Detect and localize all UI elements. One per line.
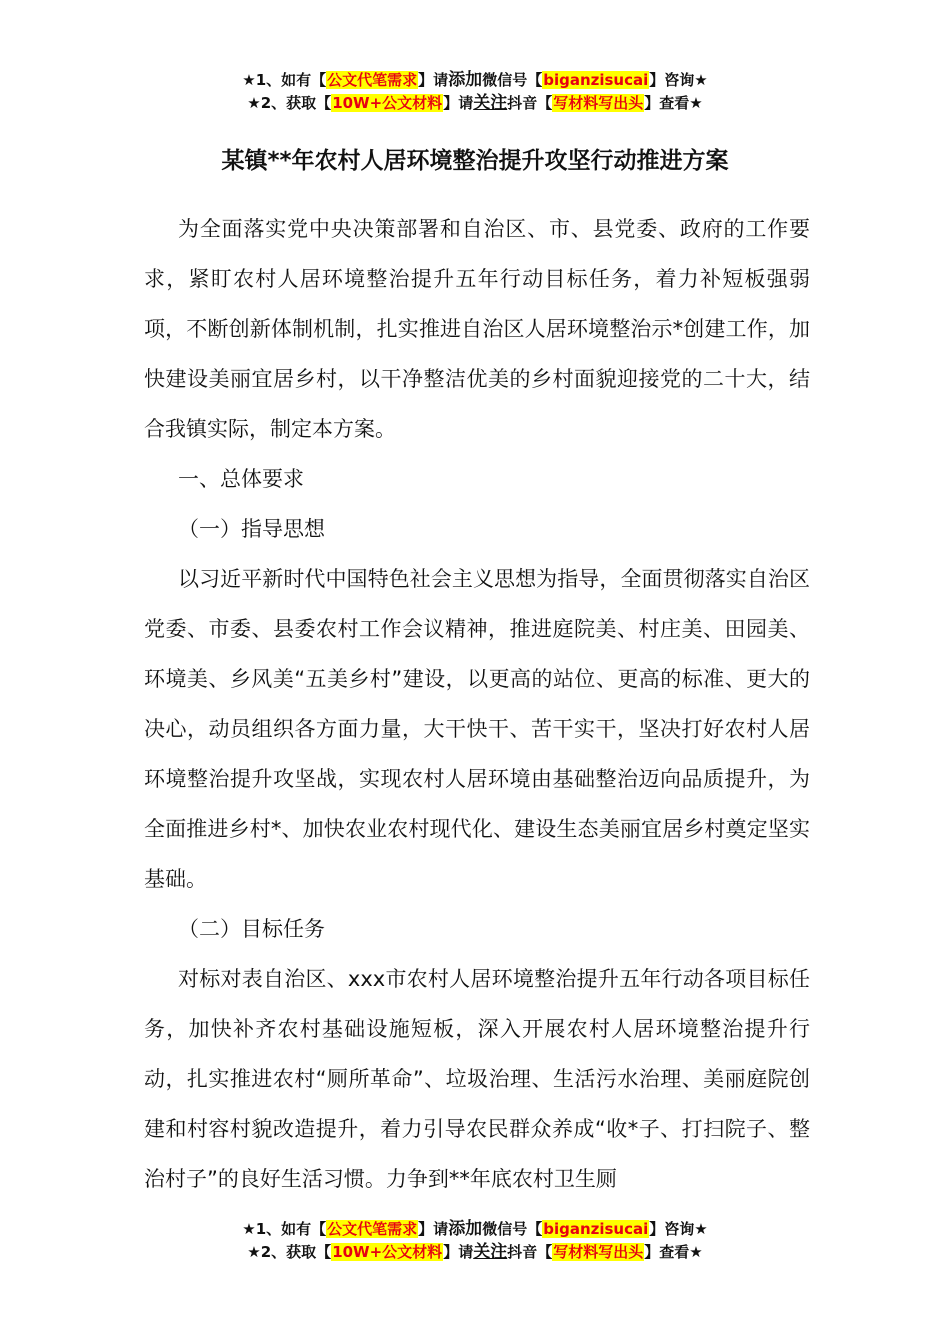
subsection-heading: （二）目标任务: [178, 917, 325, 941]
notice-text: 】请: [418, 71, 449, 89]
wechat-id: biganzisucai: [543, 1220, 649, 1238]
subsection-heading: （一）指导思想: [178, 517, 325, 541]
wechat-id: biganzisucai: [543, 71, 649, 89]
highlight-text: 10W+公文材料: [332, 94, 443, 112]
notice-text: 抖音【: [507, 94, 553, 112]
notice-text: 】咨询★: [649, 71, 708, 89]
highlight-text: 公文代笔需求: [327, 71, 418, 89]
notice-text: 微信号【: [482, 71, 543, 89]
douyin-account: 写材料写出头: [553, 1243, 644, 1261]
notice-line-2: [0, 92, 950, 115]
notice-text: 】请: [443, 94, 474, 112]
section-heading: 一、总体要求: [178, 467, 304, 491]
notice-line-1: [0, 1218, 950, 1241]
notice-line-1: [0, 69, 950, 92]
document-body: [144, 204, 810, 1204]
notice-text: 关注: [473, 93, 508, 113]
notice-text: 添加: [448, 1219, 483, 1239]
paragraph-intro: 为全面落实党中央决策部署和自治区、市、县党委、政府的工作要求，紧盯农村人居环境整治提升五年行动目标任务，着力补短板强弱项，不断创新体制机制，扎实推进自治区人居环境整治示*创建工作，加快建设美丽宜居乡村，以干净整洁优美的乡村面貌迎接党的二十大，结合我镇实际，制定本方案。: [144, 217, 810, 441]
notice-text: 关注: [473, 1242, 508, 1262]
notice-text: ★1、如有【: [242, 1220, 327, 1238]
notice-text: 】查看★: [644, 94, 703, 112]
notice-text: 】查看★: [644, 1243, 703, 1261]
notice-text: ★2、获取【: [247, 94, 332, 112]
douyin-account: 写材料写出头: [553, 94, 644, 112]
footer-notice: [0, 1218, 950, 1264]
header-notice: [0, 69, 950, 115]
document-title: 某镇**年农村人居环境整治提升攻坚行动推进方案: [221, 148, 729, 174]
highlight-text: 10W+公文材料: [332, 1243, 443, 1261]
notice-text: ★2、获取【: [247, 1243, 332, 1261]
notice-text: 】咨询★: [649, 1220, 708, 1238]
notice-text: 】请: [443, 1243, 474, 1261]
notice-line-2: [0, 1241, 950, 1264]
paragraph-guiding-thought: 以习近平新时代中国特色社会主义思想为指导，全面贯彻落实自治区党委、市委、县委农村工作会议精神，推进庭院美、村庄美、田园美、环境美、乡风美“五美乡村”建设，以更高的站位、更高的标准、更大的决心，动员组织各方面力量，大干快干、苦干实干，坚决打好农村人居环境整治提升攻坚战，实现农村人居环境由基础整治迈向品质提升，为全面推进乡村*、加快农业农村现代化、建设生态美丽宜居乡村奠定坚实基础。: [144, 567, 810, 891]
notice-text: 添加: [448, 70, 483, 90]
paragraph-targets: 对标对表自治区、xxx市农村人居环境整治提升五年行动各项目标任务，加快补齐农村基础设施短板，深入开展农村人居环境整治提升行动，扎实推进农村“厕所革命”、垃圾治理、生活污水治理、美丽庭院创建和村容村貌改造提升，着力引导农民群众养成“收*子、打扫院子、整治村子”的良好生活习惯。力争到**年底农村卫生厕: [144, 967, 810, 1191]
notice-text: 微信号【: [482, 1220, 543, 1238]
notice-text: ★1、如有【: [242, 71, 327, 89]
notice-text: 抖音【: [507, 1243, 553, 1261]
notice-text: 】请: [418, 1220, 449, 1238]
highlight-text: 公文代笔需求: [327, 1220, 418, 1238]
